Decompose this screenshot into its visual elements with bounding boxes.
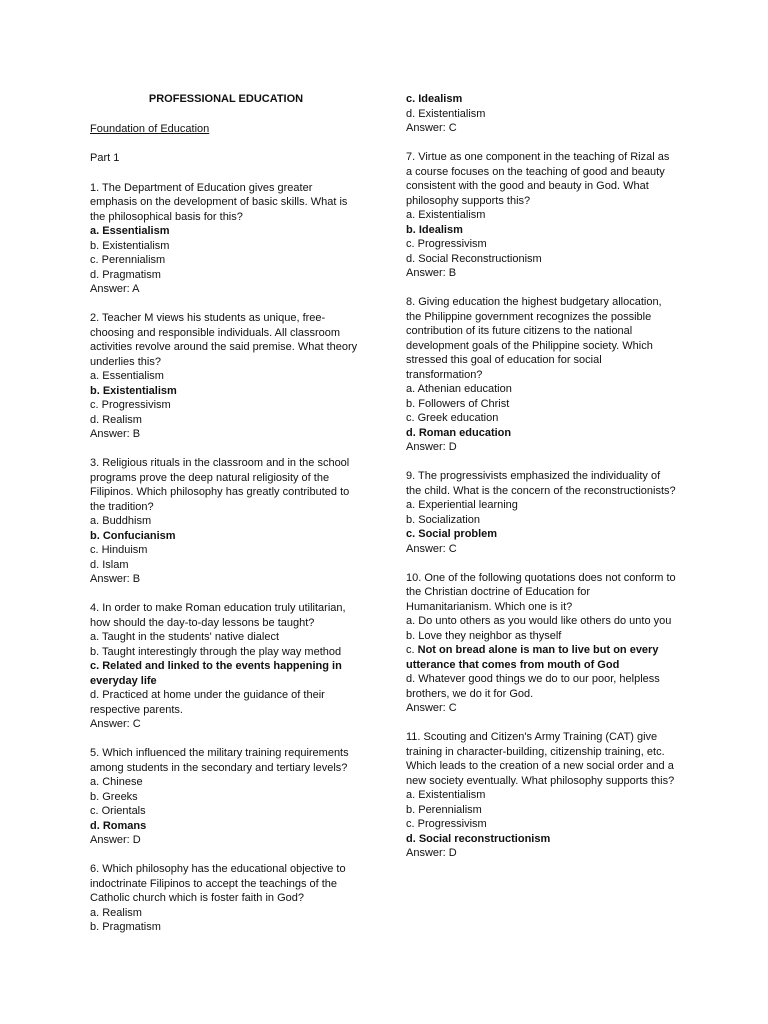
question-stem: 4. In order to make Roman education truly utilitarian, how should the day-to-day lessons be taught? — [90, 602, 346, 629]
question-stem: 2. Teacher M views his students as unique, free-choosing and responsible individuals. All classroom activities revolve around the said premise. What theory underlies this? — [90, 312, 358, 368]
option-b: b. Pragmatism — [90, 921, 161, 933]
option-a: a. Existentialism — [406, 789, 486, 801]
question-8 — [406, 295, 678, 455]
question-11 — [406, 730, 678, 861]
option-b: b. Socialization — [406, 513, 480, 526]
question-4 — [90, 601, 362, 732]
option-d: d. Social reconstructionism — [406, 832, 551, 845]
option-a: a. Buddhism — [90, 515, 152, 527]
option-d: d. Pragmatism — [90, 268, 161, 281]
question-7 — [406, 150, 678, 281]
answer: Answer: D — [406, 847, 457, 859]
question-stem: 9. The progressivists emphasized the individuality of the child. What is the concern of the reconstructionists? — [406, 470, 676, 497]
answer: Answer: C — [90, 718, 141, 730]
option-c: c. Progressivism — [90, 399, 171, 411]
option-b: b. Love they neighbor as thyself — [406, 629, 562, 642]
part-label: Part 1 — [90, 152, 120, 164]
option-c: c. Social problem — [406, 528, 498, 540]
question-stem: 3. Religious rituals in the classroom and in the school programs prove the deep natural religiosity of the Filipinos. Which philosophy has greatly contributed to the tradition? — [90, 457, 350, 513]
option-d: d. Islam — [90, 558, 129, 571]
question-5 — [90, 746, 362, 848]
question-stem: 7. Virtue as one component in the teaching of Rizal as a course focuses on the teaching of good and beauty consistent with the good and beauty in God. What philosophy supports this? — [406, 151, 670, 207]
question-stem: 10. One of the following quotations does not conform to the Christian doctrine of Education for Humanitarianism. Which one is it? — [406, 571, 676, 613]
option-b: b. Existentialism — [90, 384, 177, 397]
answer: Answer: D — [406, 441, 457, 453]
option-b: b. Idealism — [406, 223, 463, 236]
question-1 — [90, 181, 362, 297]
option-b: b. Taught interestingly through the play way method — [90, 645, 342, 658]
option-a: a. Essentialism — [90, 225, 170, 237]
question-stem: 6. Which philosophy has the educational objective to indoctrinate Filipinos to accept the teachings of the Catholic church which is foster faith in God? — [90, 863, 346, 904]
option-a: a. Realism — [90, 906, 142, 919]
option-b: b. Perennialism — [406, 803, 482, 816]
answer: Answer: C — [406, 702, 457, 714]
option-d: d. Realism — [90, 413, 142, 426]
question-stem: 1. The Department of Education gives greater emphasis on the development of basic skills. What is the philosophical basis for this? — [90, 181, 348, 223]
question-3 — [90, 456, 362, 587]
answer: Answer: C — [406, 122, 457, 134]
answer: Answer: A — [90, 283, 140, 295]
option-c: c. Greek education — [406, 412, 499, 424]
option-b: b. Greeks — [90, 790, 138, 803]
section-subtitle: Foundation of Education — [90, 122, 210, 135]
option-d: d. Romans — [90, 819, 147, 832]
option-c: c. Progressivism — [406, 818, 487, 830]
answer: Answer: B — [90, 573, 141, 585]
option-c-text: Not on bread alone is man to live but on every utterance that comes from mouth of God — [406, 644, 659, 671]
option-d: d. Existentialism — [406, 107, 486, 120]
answer: Answer: B — [90, 428, 141, 440]
question-6-continued — [406, 92, 678, 136]
question-10 — [406, 571, 678, 716]
right-column — [406, 92, 678, 875]
option-a: a. Existentialism — [406, 209, 486, 221]
option-a: a. Chinese — [90, 776, 143, 788]
answer: Answer: B — [406, 267, 457, 279]
answer: Answer: C — [406, 542, 457, 555]
question-2 — [90, 311, 362, 442]
question-stem: 11. Scouting and Citizen's Army Training (CAT) give training in character-building, citizenship training, etc. Which leads to the creation of a new social order and a new society eventually. What philosophy supports this? — [406, 731, 675, 787]
option-d: d. Social Reconstructionism — [406, 252, 542, 265]
option-a: a. Taught in the students' native dialect — [90, 631, 280, 643]
option-c-prefix: c. — [406, 644, 418, 656]
option-a: a. Experiential learning — [406, 499, 518, 511]
option-b: b. Followers of Christ — [406, 397, 510, 410]
option-c: c. Orientals — [90, 805, 146, 817]
option-c: c. Progressivism — [406, 238, 487, 250]
option-b: b. Confucianism — [90, 529, 176, 542]
question-9 — [406, 469, 678, 556]
option-d: d. Whatever good things we do to our poor, helpless brothers, we do it for God. — [406, 673, 660, 700]
question-6 — [90, 862, 362, 935]
option-a: a. Athenian education — [406, 383, 512, 395]
option-c: c. Idealism — [406, 93, 463, 105]
option-d: d. Roman education — [406, 426, 512, 439]
question-stem: 5. Which influenced the military training requirements among students in the secondary and tertiary levels? — [90, 747, 349, 774]
question-stem: 8. Giving education the highest budgetary allocation, the Philippine government recognizes the possible contribution of its future citizens to the national development goals of the Philippine society. Which stressed this goal of education for social transformation? — [406, 296, 662, 381]
answer: Answer: D — [90, 834, 141, 846]
page-title: PROFESSIONAL EDUCATION — [148, 93, 304, 105]
option-a: a. Essentialism — [90, 370, 164, 382]
option-c — [406, 643, 678, 672]
left-column — [90, 92, 362, 949]
option-a: a. Do unto others as you would like others do unto you — [406, 615, 672, 627]
option-b: b. Existentialism — [90, 239, 170, 252]
option-c: c. Related and linked to the events happening in everyday life — [90, 660, 342, 687]
option-d: d. Practiced at home under the guidance of their respective parents. — [90, 689, 325, 716]
option-c: c. Hinduism — [90, 544, 148, 556]
option-c: c. Perennialism — [90, 254, 166, 266]
